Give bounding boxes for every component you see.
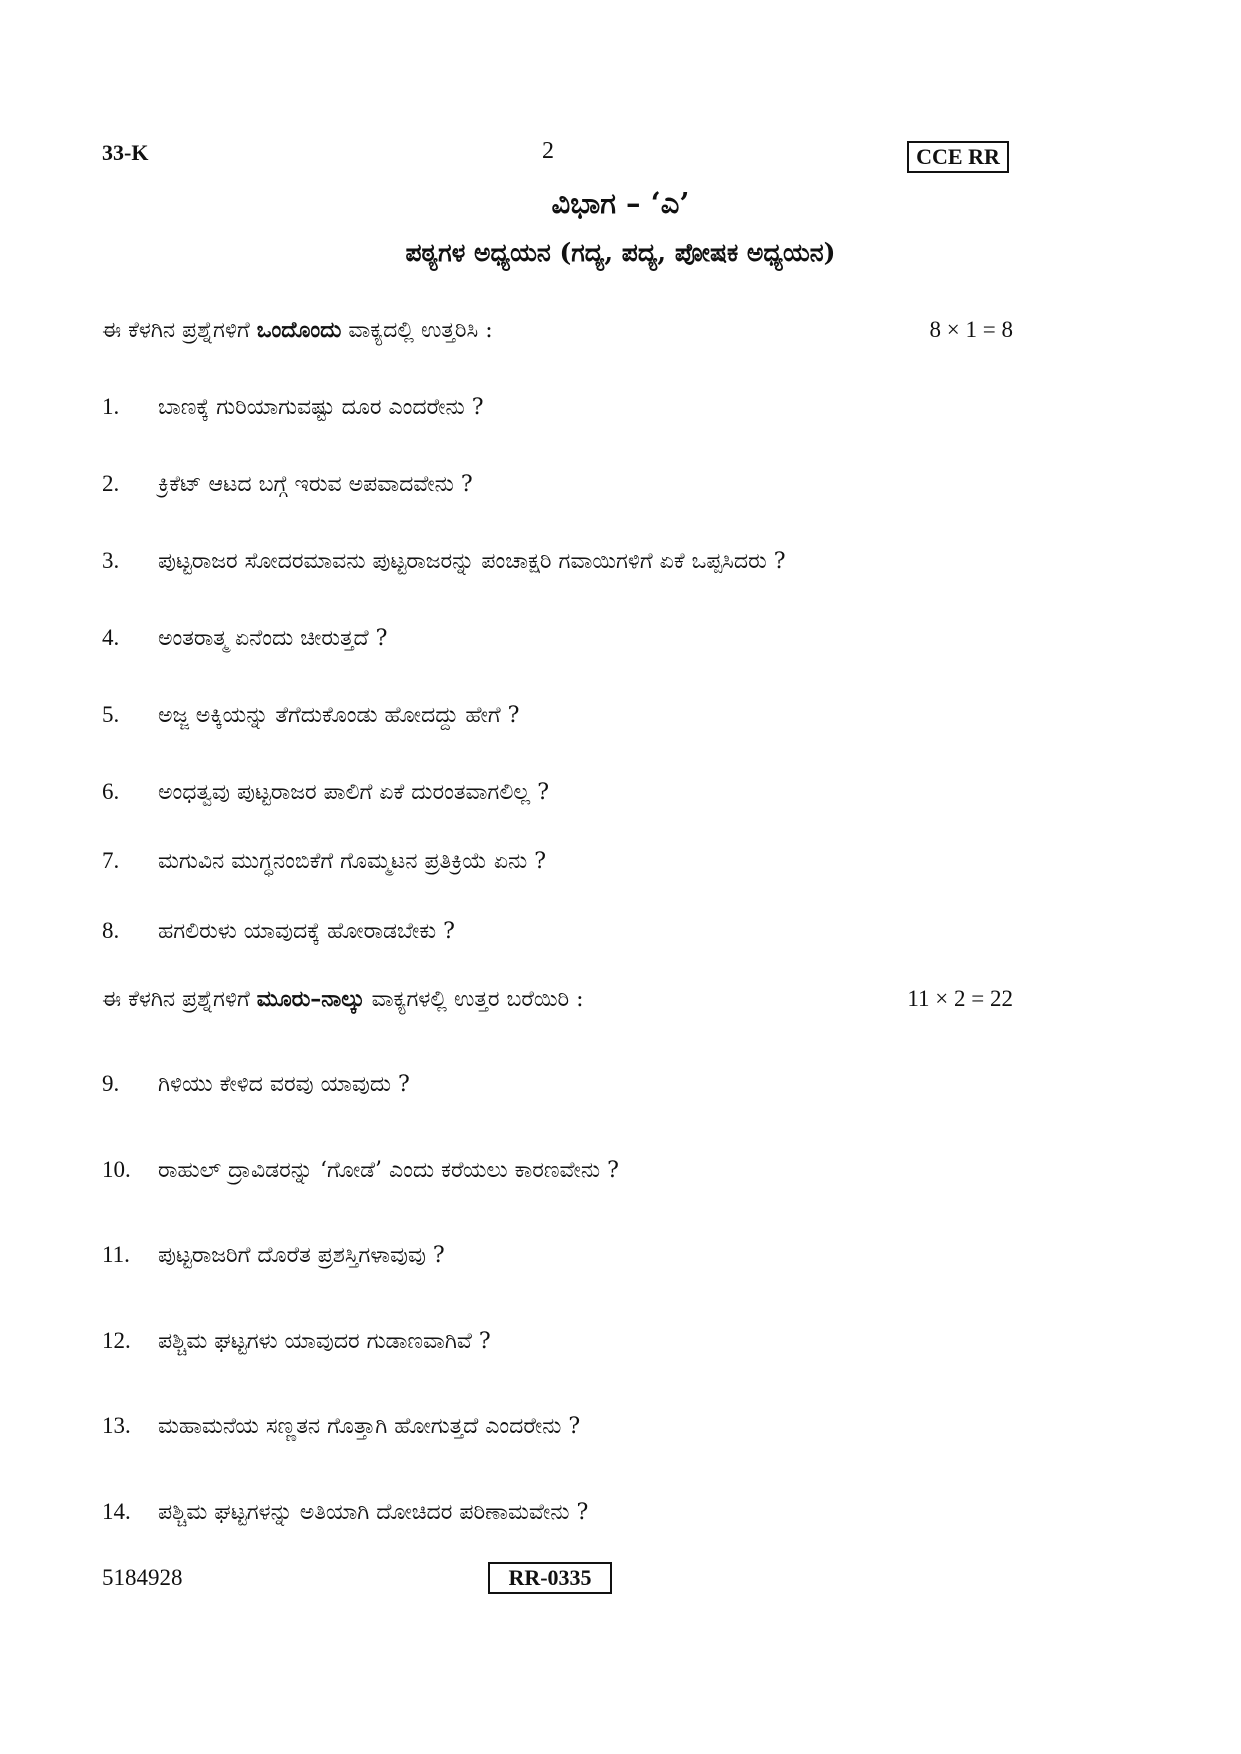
question-number: 10. xyxy=(102,1157,131,1182)
question-item xyxy=(102,702,519,728)
question-item xyxy=(102,848,546,874)
question-item xyxy=(102,1242,445,1268)
question-item xyxy=(102,394,483,420)
question-text: ಅಜ್ಜ ಅಕ್ಕಿಯನ್ನು ತೆಗೆದುಕೊಂಡು ಹೋದದ್ದು ಹೇಗೆ ? xyxy=(158,703,520,728)
section-title: ವಿಭಾಗ – ‘ಎ’ xyxy=(551,186,690,220)
question-text: ಪಶ್ಚಿಮ ಘಟ್ಟಗಳನ್ನು ಅತಿಯಾಗಿ ದೋಚಿದರ ಪರಿಣಾಮವೇನು ? xyxy=(158,1500,589,1525)
question-number: 2. xyxy=(102,471,120,496)
question-item xyxy=(102,1071,410,1097)
question-text: ಮಗುವಿನ ಮುಗ್ಧನಂಬಿಕೆಗೆ ಗೊಮ್ಮಟನ ಪ್ರತಿಕ್ರಿಯೆ ಏನು ? xyxy=(158,849,547,874)
page-number: 2 xyxy=(542,138,554,164)
scheme-badge: CCE RR xyxy=(907,141,1009,173)
question-number: 9. xyxy=(102,1071,120,1096)
instruction-suffix: ವಾಕ್ಯಗಳಲ್ಲಿ ಉತ್ತರ ಬರೆಯಿರಿ : xyxy=(364,987,584,1012)
question-text: ಕ್ರಿಕೆಟ್ ಆಟದ ಬಗ್ಗೆ ಇರುವ ಅಪವಾದವೇನು ? xyxy=(158,472,473,497)
serial-number: 5184928 xyxy=(102,1565,183,1590)
instruction-emphasis: ಒಂದೊಂದು xyxy=(256,317,342,343)
question-item xyxy=(102,1328,491,1354)
instruction-one-sentence xyxy=(102,317,493,343)
question-item xyxy=(102,918,455,944)
paper-badge: RR-0335 xyxy=(488,1562,612,1594)
question-text: ಅಂತರಾತ್ಮ ಏನೆಂದು ಚೀರುತ್ತದೆ ? xyxy=(158,626,388,651)
question-item xyxy=(102,779,549,805)
question-number: 11. xyxy=(102,1242,130,1267)
question-number: 6. xyxy=(102,779,120,804)
instruction-suffix: ವಾಕ್ಯದಲ್ಲಿ ಉತ್ತರಿಸಿ : xyxy=(341,318,493,343)
question-item xyxy=(102,1413,580,1439)
instruction-three-four-sentences xyxy=(102,986,584,1012)
question-item xyxy=(102,1499,588,1525)
question-item xyxy=(102,548,786,574)
question-number: 13. xyxy=(102,1413,131,1438)
question-number: 12. xyxy=(102,1328,131,1353)
question-number: 7. xyxy=(102,848,120,873)
instruction-prefix: ಈ ಕೆಳಗಿನ ಪ್ರಶ್ನೆಗಳಿಗೆ xyxy=(102,987,257,1012)
question-number: 1. xyxy=(102,394,120,419)
question-text: ಪಶ್ಚಿಮ ಘಟ್ಟಗಳು ಯಾವುದರ ಗುಡಾಣವಾಗಿವೆ ? xyxy=(158,1329,491,1354)
question-text: ಬಾಣಕ್ಕೆ ಗುರಿಯಾಗುವಷ್ಟು ದೂರ ಎಂದರೇನು ? xyxy=(158,395,484,420)
question-item xyxy=(102,625,387,651)
question-item xyxy=(102,1157,619,1183)
instruction-emphasis: ಮೂರು–ನಾಲ್ಕು xyxy=(256,986,365,1012)
question-text: ಅಂಧತ್ವವು ಪುಟ್ಟರಾಜರ ಪಾಲಿಗೆ ಏಕೆ ದುರಂತವಾಗಲಿಲ್ಲ ? xyxy=(158,780,549,805)
question-item xyxy=(102,471,473,497)
question-number: 5. xyxy=(102,702,120,727)
question-text: ಮಹಾಮನೆಯ ಸಣ್ಣತನ ಗೊತ್ತಾಗಿ ಹೋಗುತ್ತದೆ ಎಂದರೇನು ? xyxy=(158,1414,581,1439)
marks-scheme-part1: 8 × 1 = 8 xyxy=(929,317,1013,342)
paper-code: 33-K xyxy=(102,140,149,165)
marks-scheme-part2: 11 × 2 = 22 xyxy=(907,986,1013,1011)
section-subtitle: ಪಠ್ಯಗಳ ಅಧ್ಯಯನ (ಗದ್ಯ, ಪದ್ಯ, ಪೋಷಕ ಅಧ್ಯಯನ) xyxy=(405,238,836,267)
question-number: 3. xyxy=(102,548,120,573)
instruction-prefix: ಈ ಕೆಳಗಿನ ಪ್ರಶ್ನೆಗಳಿಗೆ xyxy=(102,318,257,343)
question-number: 4. xyxy=(102,625,120,650)
question-text: ರಾಹುಲ್ ದ್ರಾವಿಡರನ್ನು ‘ಗೋಡೆ’ ಎಂದು ಕರೆಯಲು ಕಾರಣವೇನು ? xyxy=(158,1158,619,1183)
question-text: ಪುಟ್ಟರಾಜರಿಗೆ ದೊರೆತ ಪ್ರಶಸ್ತಿಗಳಾವುವು ? xyxy=(158,1243,445,1268)
question-text: ಪುಟ್ಟರಾಜರ ಸೋದರಮಾವನು ಪುಟ್ಟರಾಜರನ್ನು ಪಂಚಾಕ್ಷರಿ ಗವಾಯಿಗಳಿಗೆ ಏಕೆ ಒಪ್ಪಸಿದರು ? xyxy=(158,549,786,574)
question-text: ಹಗಲಿರುಳು ಯಾವುದಕ್ಕೆ ಹೋರಾಡಬೇಕು ? xyxy=(158,919,455,944)
question-text: ಗಿಳಿಯು ಕೇಳಿದ ವರವು ಯಾವುದು ? xyxy=(158,1072,410,1097)
question-number: 8. xyxy=(102,918,120,943)
question-number: 14. xyxy=(102,1499,131,1524)
